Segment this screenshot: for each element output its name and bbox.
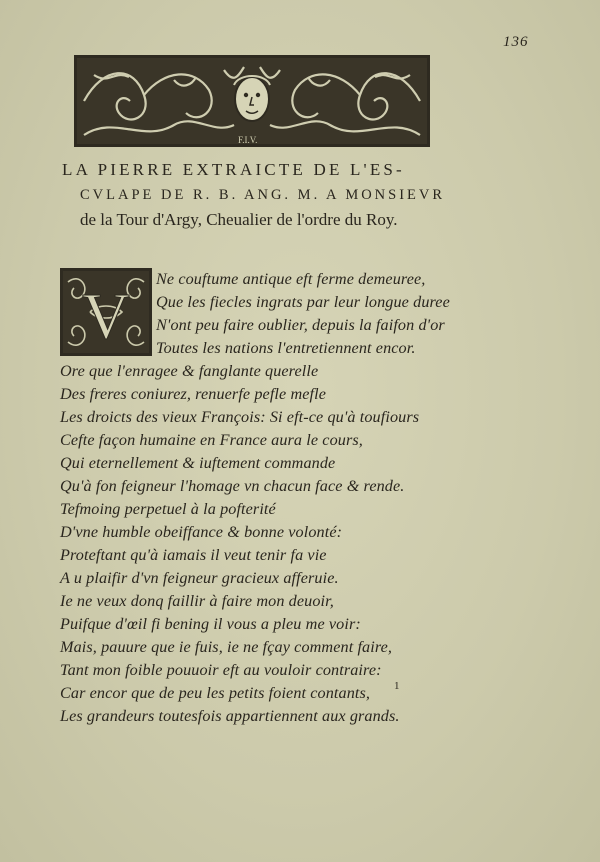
poem-line: Car encor que de peu les petits foient contants, xyxy=(60,684,371,702)
margin-mark: 1 xyxy=(394,680,400,692)
title-line-1: LA PIERRE EXTRAICTE DE L'ES- xyxy=(62,160,405,179)
poem-line: A u plaifir d'vn feigneur gracieux afferuie. xyxy=(60,569,339,587)
poem-line: Ne couftume antique eft ferme demeuree, xyxy=(156,270,426,288)
poem-line: Proteftant qu'à iamais il veut tenir fa vie xyxy=(60,546,327,564)
poem-line: Que les fiecles ingrats par leur longue duree xyxy=(156,293,450,311)
poem-line: Toutes les nations l'entretiennent encor. xyxy=(156,339,416,357)
poem-line: Qu'à fon feigneur l'homage vn chacun face & rende. xyxy=(60,477,405,495)
poem-line: Des freres coniurez, renuerfe pefle mefle xyxy=(60,385,327,403)
page-number: 136 xyxy=(503,34,529,50)
poem-line: Les grandeurs toutesfois appartiennent aux grands. xyxy=(60,707,400,725)
drop-cap-letter: V xyxy=(82,280,130,353)
headpiece-initials: F.I.V. xyxy=(238,135,258,145)
poem-line: Puifque d'œil fi bening il vous a pleu me voir: xyxy=(60,615,361,633)
poem-line: Tefmoing perpetuel à la pofterité xyxy=(60,500,276,518)
poem-line: Mais, pauure que ie fuis, ie ne fçay comment faire, xyxy=(60,638,393,656)
title-line-3: de la Tour d'Argy, Cheualier de l'ordre du Roy. xyxy=(80,210,398,229)
poem-line: Cefte façon humaine en France aura le cours, xyxy=(60,431,363,449)
poem-line: Qui eternellement & iuftement commande xyxy=(60,454,336,472)
poem-line: Les droicts des vieux François: Si eft-ce qu'à toufiours xyxy=(60,408,420,426)
poem-line: Ore que l'enragee & fanglante querelle xyxy=(60,362,319,380)
poem-line: D'vne humble obeiffance & bonne volonté: xyxy=(60,523,343,541)
poem-line: Ie ne veux donq faillir à faire mon deuoir, xyxy=(60,592,334,610)
poem-line: N'ont peu faire oublier, depuis la faifon d'or xyxy=(156,316,445,334)
poem-line: Tant mon foible pouuoir eft au vouloir contraire: xyxy=(60,661,382,679)
title-line-2: CVLAPE DE R. B. ANG. M. A MONSIEVR xyxy=(80,187,446,203)
